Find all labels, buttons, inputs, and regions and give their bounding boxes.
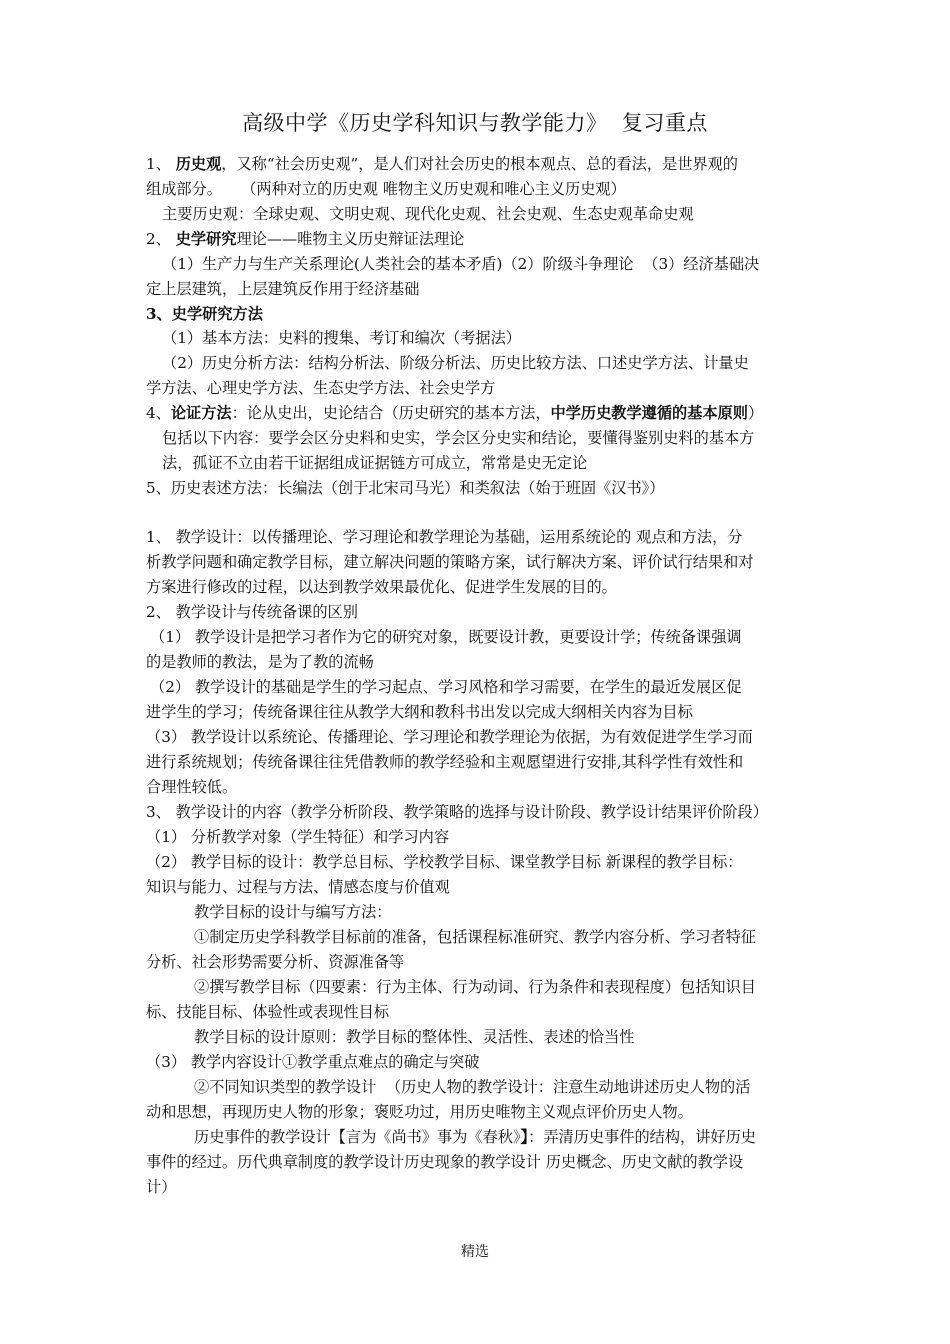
text-line <box>162 451 818 475</box>
text-line <box>146 850 818 874</box>
text-run: （1） 教学设计是把学习者作为它的研究对象，既要设计教，更要设计学；传统备课强调 <box>150 628 742 646</box>
text-line <box>194 975 818 999</box>
text-run: 法，孤证不立由若干证据组成证据链方可成立，常常是史无定论 <box>162 454 588 472</box>
text-run: 5、历史表述方法：长编法（创于北宋司马光）和类叙法（始于班固《汉书》） <box>146 479 665 497</box>
text-line <box>194 1075 818 1099</box>
text-run: 定上层建筑，上层建筑反作用于经济基础 <box>146 280 420 298</box>
text-run: 理论——唯物主义历史辩证法理论 <box>236 230 465 248</box>
text-line <box>146 600 818 624</box>
text-line <box>146 775 818 799</box>
text-line <box>146 1050 818 1074</box>
text-line <box>146 401 818 425</box>
bold-text: 史学研究 <box>175 230 237 248</box>
text-line <box>194 1125 818 1149</box>
text-run: 的是教师的教法，是为了教的流畅 <box>146 653 374 671</box>
text-run: 知识与能力、过程与方法、情感态度与价值观 <box>146 878 450 896</box>
text-run: 进行系统规划；传统备课往往凭借教师的教学经验和主观愿望进行安排,其科学性有效性和 <box>146 753 744 771</box>
text-line <box>162 202 818 226</box>
text-run: 标、技能目标、体验性或表现性目标 <box>146 1003 389 1021</box>
text-run: （2） 教学目标的设计：教学总目标、学校教学目标、课堂教学目标 新课程的教学目标： <box>146 853 743 871</box>
text-run: 动和思想，再现历史人物的形象；褒贬功过，用历史唯物主义观点评价历史人物。 <box>146 1103 693 1121</box>
text-run: ①制定历史学科教学目标前的准备，包括课程标准研究、教学内容分析、学习者特征 <box>194 928 756 946</box>
text-line <box>162 426 818 450</box>
text-run: 3、 教学设计的内容（教学分析阶段、教学策略的选择与设计阶段、教学设计结果评价阶段） <box>146 803 768 821</box>
text-line <box>146 875 818 899</box>
text-run: 组成部分。 （两种对立的历史观 唯物主义历史观和唯心主义历史观） <box>146 180 626 198</box>
text-run: （1）生产力与生产关系理论(人类社会的基本矛盾)（2）阶级斗争理论 （3）经济基础决 <box>162 255 760 273</box>
text-run: （2） 教学设计的基础是学生的学习起点、学习风格和学习需要，在学生的最近发展区促 <box>150 678 742 696</box>
text-run: 事件的经过。历代典章制度的教学设计历史现象的教学设计 历史概念、历史文献的教学设 <box>146 1153 744 1171</box>
text-line <box>162 252 818 276</box>
text-run: （3） 教学内容设计①教学重点难点的确定与突破 <box>146 1053 480 1071</box>
text-line <box>146 650 818 674</box>
text-run: （1） 分析教学对象（学生特征）和学习内容 <box>146 828 450 846</box>
text-line <box>146 550 818 574</box>
bold-text: 历史观 <box>175 155 222 173</box>
text-run: 教学目标的设计与编写方法： <box>194 903 392 921</box>
text-line <box>150 675 818 699</box>
text-line <box>146 1175 818 1199</box>
text-run: 进学生的学习；传统备课往往从教学大纲和教科书出发以完成大纲相关内容为目标 <box>146 703 693 721</box>
text-run: ） <box>747 404 764 422</box>
text-run: 合理性较低。 <box>146 778 238 796</box>
text-run: ：论从史出，史论结合（历史研究的基本方法， <box>231 404 551 422</box>
text-run: ，又称“社会历史观”，是人们对社会历史的根本观点、总的看法，是世界观的 <box>221 155 738 173</box>
text-run: （1）基本方法：史料的搜集、考订和编次（考据法） <box>162 329 521 347</box>
bold-text: 论证方法 <box>170 404 232 422</box>
bold-text: 中学历史教学遵循的基本原则 <box>550 404 748 422</box>
bold-text: 3、史学研究方法 <box>146 305 263 323</box>
text-line <box>146 725 818 749</box>
text-line <box>146 950 818 974</box>
text-run: 4、 <box>146 404 171 422</box>
text-line <box>146 152 818 176</box>
text-run: 包括以下内容：要学会区分史料和史实，学会区分史实和结论，要懂得鉴别史料的基本方 <box>162 429 755 447</box>
text-line <box>146 700 818 724</box>
text-line <box>146 1100 818 1124</box>
text-run: 教学目标的设计原则：教学目标的整体性、灵活性、表述的恰当性 <box>194 1028 635 1046</box>
text-line <box>194 900 818 924</box>
text-line <box>146 800 818 824</box>
text-line <box>146 750 818 774</box>
bold-text: 】 <box>520 1128 529 1146</box>
text-line <box>146 825 818 849</box>
text-line <box>146 525 818 549</box>
text-run: （3） 教学设计以系统论、传播理论、学习理论和教学理论为依据，为有效促进学生学习而 <box>146 728 753 746</box>
text-run: （2）历史分析方法：结构分析法、阶级分析法、历史比较方法、口述史学方法、计量史 <box>162 354 749 372</box>
text-run: 2、 教学设计与传统备课的区别 <box>146 603 358 621</box>
text-run: 学方法、心理史学方法、生态史学方法、社会史学方 <box>146 379 496 397</box>
text-line <box>146 575 818 599</box>
page-title: 高级中学《历史学科知识与教学能力》 复习重点 <box>242 111 708 135</box>
text-line <box>146 376 818 400</box>
text-line <box>146 277 818 301</box>
text-line <box>146 1150 818 1174</box>
text-run: 历史事件的教学设计【言为《尚书》事为《春秋》 <box>194 1128 521 1146</box>
text-run: 1、 <box>146 155 176 173</box>
text-run: ：弄清历史事件的结构，讲好历史 <box>528 1128 756 1146</box>
text-run: 2、 <box>146 230 176 248</box>
text-run: 方案进行修改的过程，以达到教学效果最优化、促进学生发展的目的。 <box>146 578 617 596</box>
text-line <box>194 925 818 949</box>
page-footer: 精选 <box>461 1244 489 1260</box>
text-line <box>146 177 818 201</box>
text-run: 主要历史观：全球史观、文明史观、现代化史观、社会史观、生态史观革命史观 <box>162 205 694 223</box>
text-line <box>146 302 818 326</box>
text-line <box>146 476 818 500</box>
text-run: 1、 教学设计：以传播理论、学习理论和教学理论为基础，运用系统论的 观点和方法，分 <box>146 528 743 546</box>
text-line <box>150 625 818 649</box>
text-line <box>146 1000 818 1024</box>
text-run: ②不同知识类型的教学设计 （历史人物的教学设计：注意生动地讲述历史人物的活 <box>194 1078 751 1096</box>
text-line <box>162 326 818 350</box>
text-run: 计） <box>146 1178 177 1196</box>
text-line <box>194 1025 818 1049</box>
text-run: 析教学问题和确定教学目标，建立解决问题的策略方案，试行解决方案、评价试行结果和对 <box>146 553 754 571</box>
text-line <box>146 227 818 251</box>
text-run: ②撰写教学目标（四要素：行为主体、行为动词、行为条件和表现程度）包括知识目 <box>194 978 756 996</box>
text-run: 分析、社会形势需要分析、资源准备等 <box>146 953 405 971</box>
text-line <box>162 351 818 375</box>
